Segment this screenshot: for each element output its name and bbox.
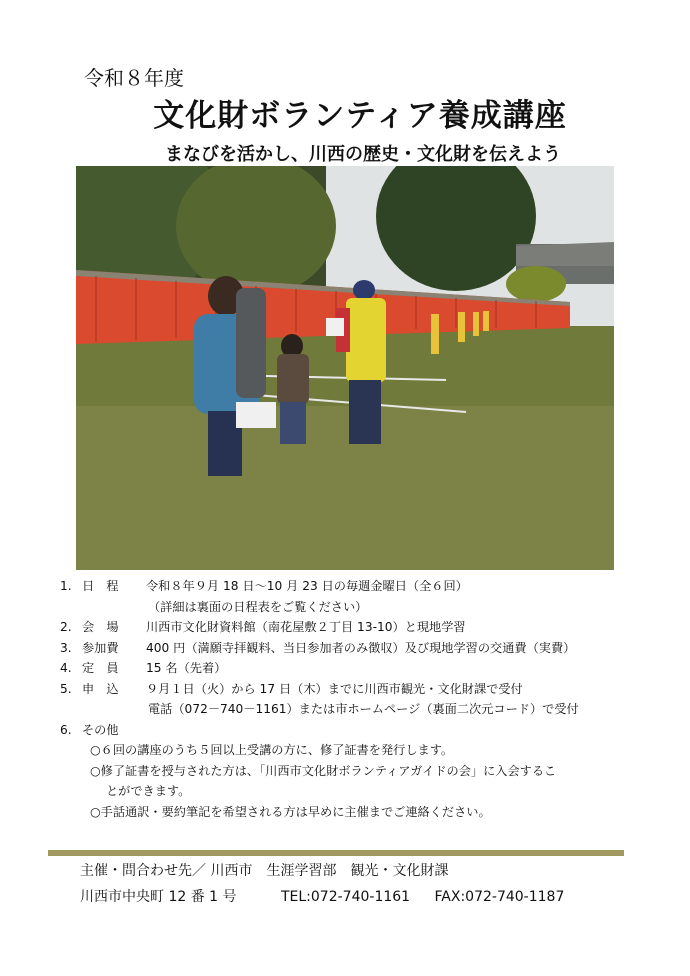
event-details: [60, 576, 660, 822]
footer-contact: [80, 886, 564, 906]
footer-address: 川西市中央町 12 番 1 号: [80, 889, 237, 905]
note-guide-association-cont: とができます。: [106, 784, 191, 798]
footer-organizer: 主催・問合わせ先／ 川西市 生涯学習部 観光・文化財課: [80, 863, 449, 879]
note-guide-association: ○修了証書を授与された方は、「川西市文化財ボランティアガイドの会」に入会するこ: [90, 763, 557, 778]
note-certificate: ○６回の講座のうち５回以上受講の方に、修了証書を発行します。: [90, 743, 454, 757]
detail-venue: 2. 会 場 川西市文化財資料館（南花屋敷２丁目 13-10）と現地学習: [60, 620, 466, 634]
page-title: 文化財ボランティア養成講座: [153, 98, 567, 134]
detail-other: 6. その他: [60, 722, 119, 737]
divider: [48, 850, 624, 856]
detail-apply: 5. 申 込 ９月１日（火）から 17 日（木）までに川西市観光・文化財課で受付: [60, 681, 523, 696]
detail-schedule: 1. 日 程 令和８年９月 18 日～10 月 23 日の毎週金曜日（全６回）: [60, 579, 468, 593]
detail-apply-contact: 電話（072－740－1161）または市ホームページ（裏面二次元コード）で受付: [148, 702, 579, 716]
detail-schedule-note: （詳細は裏面の日程表をご覧ください）: [148, 599, 368, 614]
detail-fee: 3. 参加費 400 円（満願寺拝観料、当日参加者のみ徴収）及び現地学習の交通費（実費）: [60, 640, 576, 655]
event-photo: [76, 166, 614, 570]
year-label: 令和８年度: [84, 66, 184, 90]
detail-capacity: 4. 定 員 15 名（先着）: [60, 661, 227, 675]
page-subtitle: まなびを活かし、川西の歴史・文化財を伝えよう: [165, 144, 561, 165]
footer-tel: TEL:072-740-1161: [280, 889, 411, 905]
footer-fax: FAX:072-740-1187: [434, 889, 565, 905]
note-interpretation: ○手話通訳・要約筆記を希望される方は早めに主催までご連絡ください。: [90, 804, 491, 819]
